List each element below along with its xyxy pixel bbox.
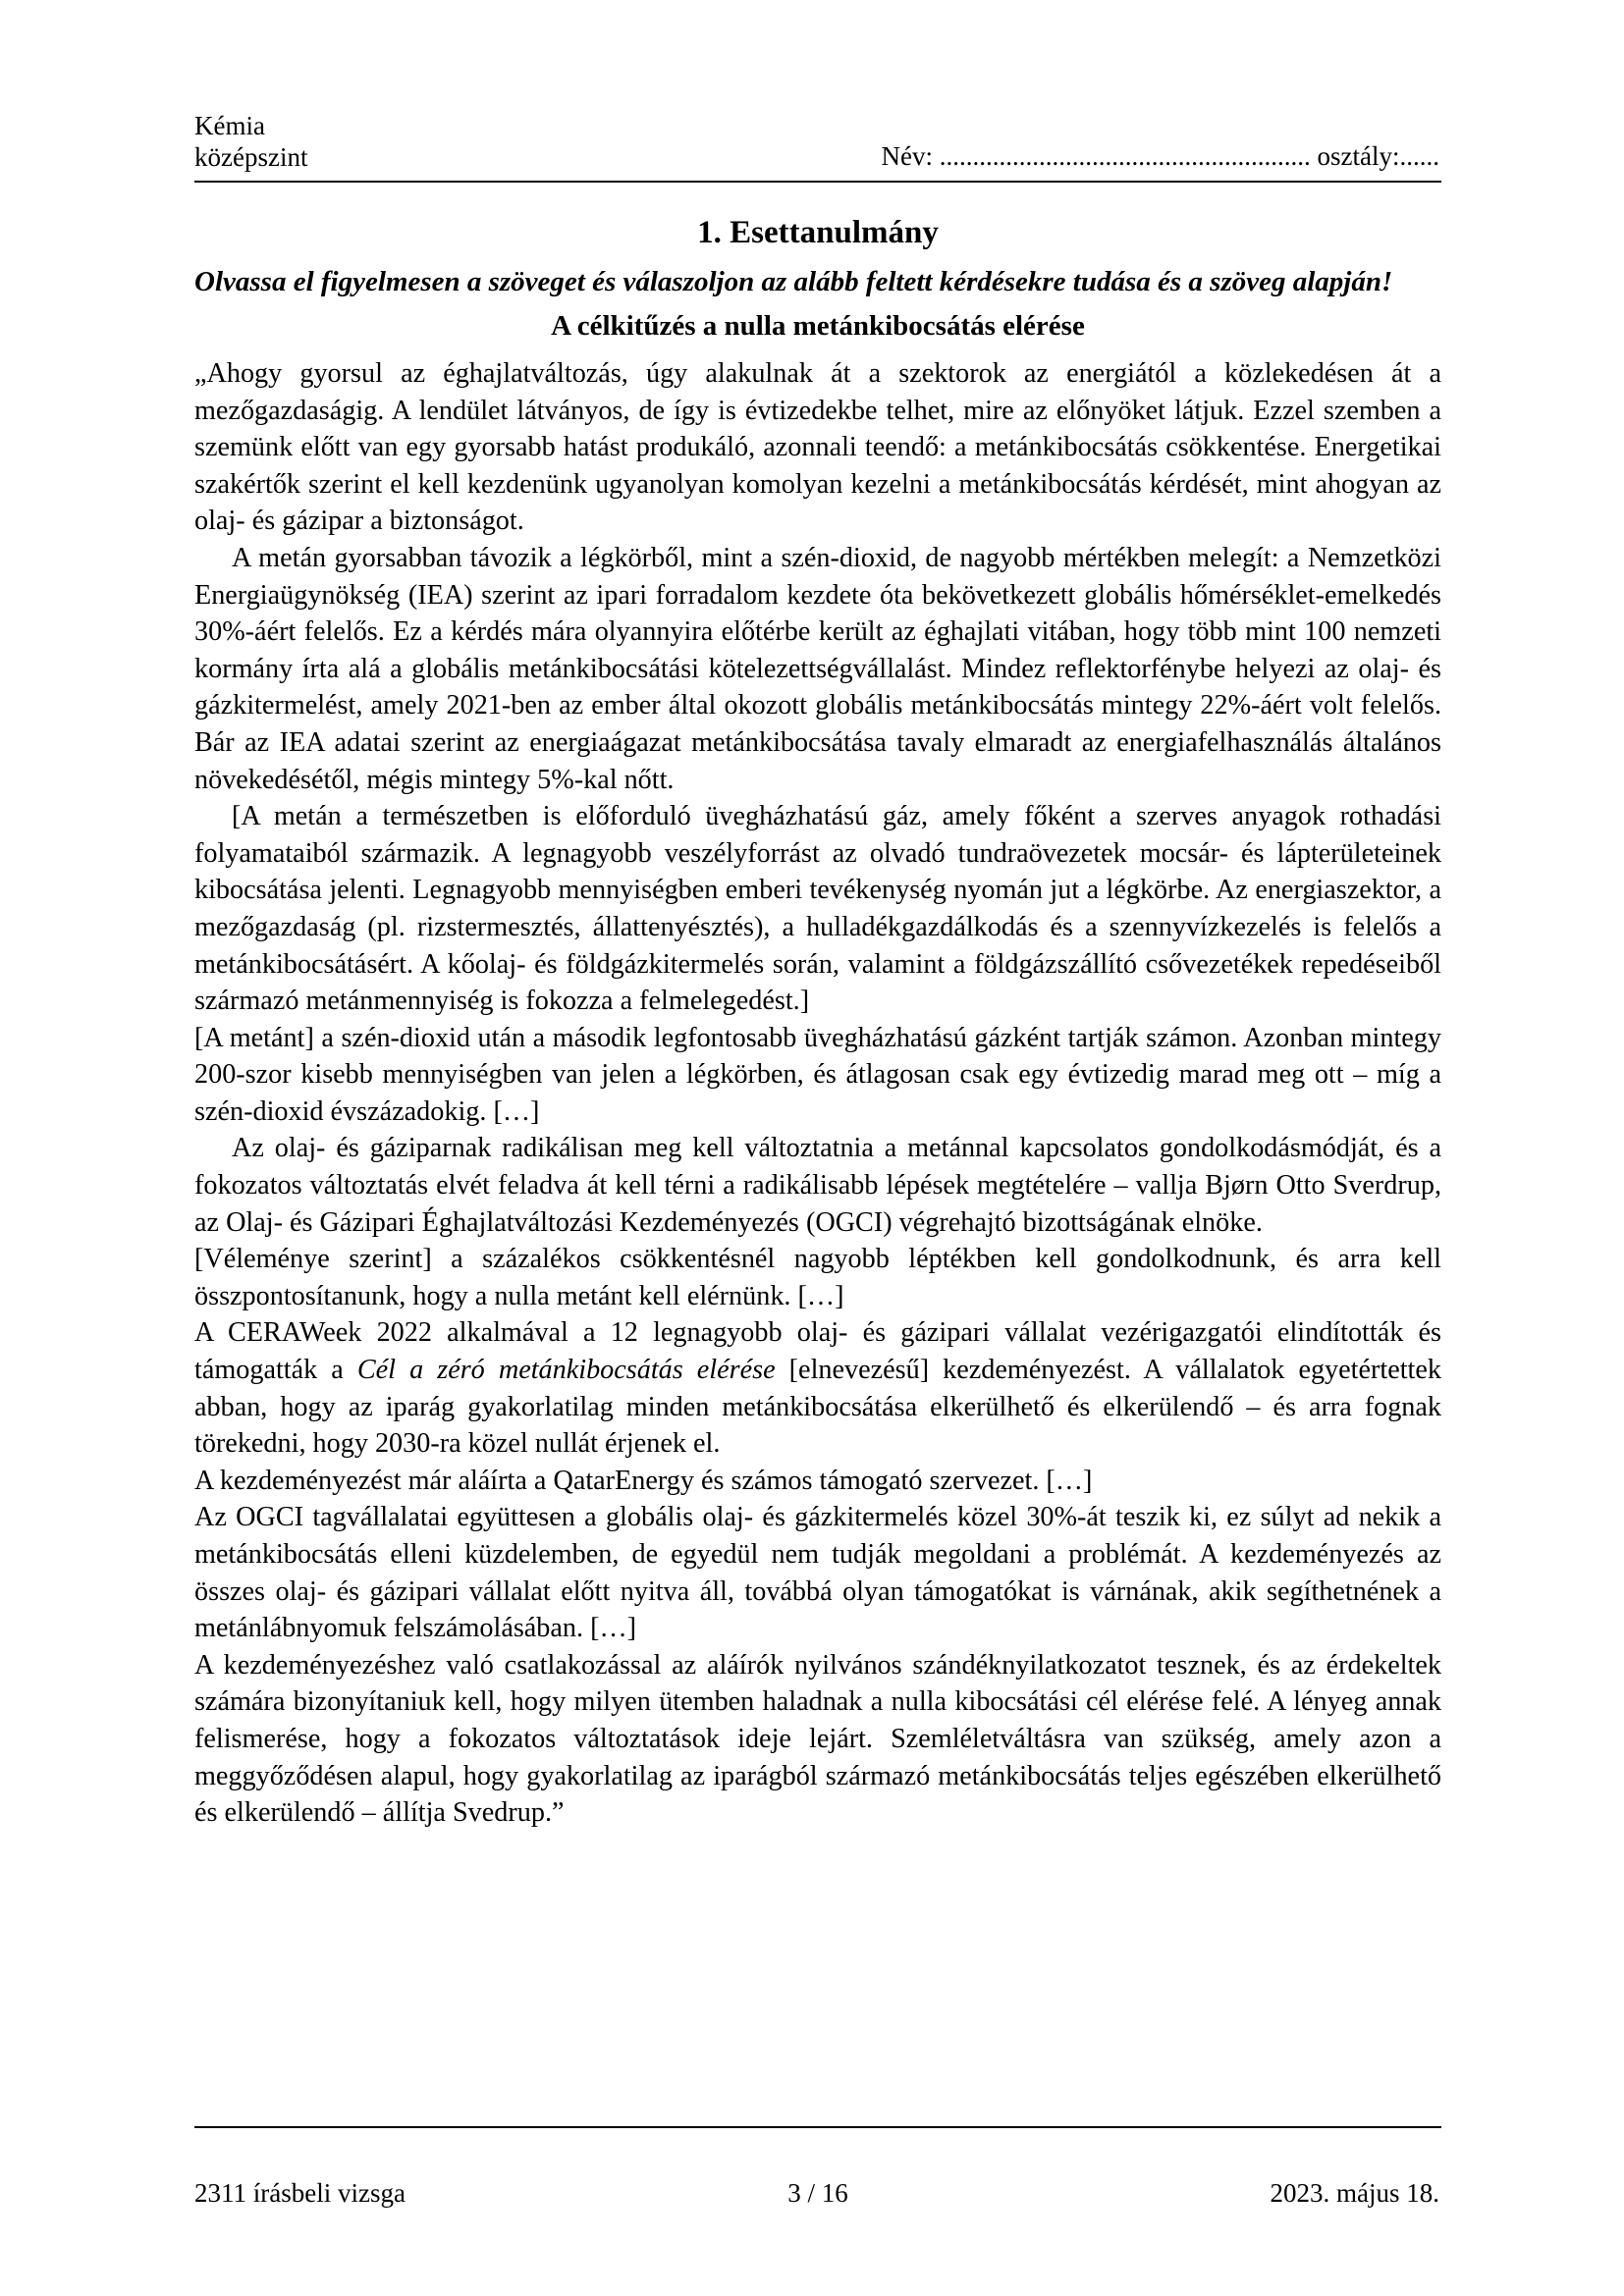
paragraph-methane-warming: A metán gyorsabban távozik a légkörből, mint a szén-dioxid, de nagyobb mértékben melegít: a Nemzetközi Energiaügynökség (IEA) szerint az ipari forradalom kezdete óta bekövetkezett globális hőmérséklet-emelkedés 30%-áért felelős. Ez a kérdés mára olyannyira előtérbe került az éghajlati vitában, hogy több mint 100 nemzeti kormány írta alá a globális metánkibocsátási kötelezettségvállalást. Mindez reflektorfénybe helyezi az olaj- és gázkitermelést, amely 2021-ben az ember által okozott globális metánkibocsátás mintegy 22%-áért volt felelős. Bár az IEA adatai szerint az energiaágazat metánkibocsátása tavaly elmaradt az energiafelhasználás általános növekedésétől, mégis mintegy 5%-kal nőtt. (194, 542, 1441, 795)
page-footer (194, 2177, 1441, 2213)
paragraph-sverdrup-view: Az olaj- és gáziparnak radikálisan meg kell változtatnia a metánnal kapcsolatos gondolkodásmódját, és a fokozatos változtatás elvét feladva át kell térni a radikálisabb lépések megtételére – vallja Bjørn Otto Sverdrup, az Olaj- és Gázipari Éghajlatváltozási Kezdeményezés (OGCI) végrehajtó bizottságának elnöke. (194, 1133, 1441, 1238)
paragraph-intro: „Ahogy gyorsul az éghajlatváltozás, úgy alakulnak át a szektorok az energiától a közlekedésen át a mezőgazdaságig. A lendület látványos, de így is évtizedekbe telhet, mire az előnyöket látjuk. Ezzel szemben a szemünk előtt van egy gyorsabb hatást produkáló, azonnali teendő: a metánkibocsátás csökkentése. Energetikai szakértők szerint el kell kezdenünk ugyanolyan komolyan kezelni a metánkibocsátás kérdését, mint ahogyan az olaj- és gázipar a biztonságot. (194, 358, 1441, 537)
subject-name: Kémia (194, 111, 265, 140)
header-divider (194, 181, 1441, 183)
paragraph-conclusion: A kezdeményezéshez való csatlakozással az aláírók nyilvános szándéknyilatkozatot tesznek, és az érdekeltek számára bizonyítaniuk kell, hogy milyen ütemben haladnak a nulla kibocsátási cél elérése felé. A lényeg annak felismerése, hogy a fokozatos változtatások ideje lejárt. Szemléletváltásra van szükség, amely azon a meggyőződésen alapul, hogy gyakorlatilag az iparágból származó metánkibocsátás teljes egészében elkerülhető és elkerülendő – állítja Svedrup.” (194, 1649, 1441, 1829)
instruction-text: Olvassa el figyelmesen a szöveget és válaszoljon az alább feltett kérdésekre tudása és a szöveg alapján! (194, 266, 1393, 297)
paragraph-qatarenergy: A kezdeményezést már aláírta a QatarEnergy és számos támogató szervezet. […] (194, 1465, 1093, 1496)
ceraweek-text-start: A CERAWeek 2022 alkalmával a 12 legnagyobb olaj- és gázipari vállalat vezérigazgatói elindították és támogatták a (194, 1317, 1441, 1386)
paragraph-ogci-members: Az OGCI tagvállalatai együttesen a globális olaj- és gázkitermelés közel 30%-át teszik ki, ez súlyt ad nekik a metánkibocsátás elleni küzdelemben, de egyedül nem tudják megoldani a problémát. A kezdeményezés az összes olaj- és gázipari vállalat előtt nyitva áll, továbbá olyan támogatókat is várnának, akik segíthetnének a metánlábnyomuk felszámolásában. […] (194, 1502, 1441, 1644)
page-number: 3 / 16 (787, 2178, 848, 2208)
subject-level: középszint (194, 142, 308, 172)
paragraph-ceraweek (194, 1314, 1441, 1462)
page-header (194, 110, 1441, 181)
section-title: 1. Esettanulmány (697, 215, 939, 250)
paragraph-methane-sources: [A metán a természetben is előforduló üvegházhatású gáz, amely főként a szerves anyagok rothadási folyamataiból származik. A legnagyobb veszélyforrást az olvadó tundraövezetek mocsár- és lápterületeinek kibocsátása jelenti. Legnagyobb mennyiségben emberi tevékenység nyomán jut a légkörbe. Az energiaszektor, a mezőgazdaság (pl. rizstermesztés, állattenyésztés), a hulladékgazdálkodás és a szennyvízkezelés is felelős a metánkibocsátásért. A kőolaj- és földgázkitermelés során, valamint a földgázszállító csővezetékek repedéseiből származó metánmennyiség is fokozza a felmelegedést.] (194, 801, 1441, 1017)
paragraph-zero-methane: [Véleménye szerint] a százalékos csökkentésnél nagyobb léptékben kell gondolkodnunk, és arra kell összpontosítanunk, hogy a nulla metánt kell elérnünk. […] (194, 1244, 1441, 1311)
main-content (194, 208, 1441, 1832)
initiative-name: Cél a zéró metánkibocsátás elérése (356, 1355, 776, 1386)
ceraweek-text-end: [elnevezésű] kezdeményezést. A vállalatok egyetértettek abban, hogy az iparág gyakorlatilag minden metánkibocsátása elkerülhető és elkerülendő – és arra fognak törekedni, hogy 2030-ra közel nullát érjenek el. (194, 1355, 1441, 1460)
paragraph-methane-importance: [A metánt] a szén-dioxid után a második legfontosabb üvegházhatású gázként tartják számon. Azonban mintegy 200-szor kisebb mennyiségben van jelen a légkörben, és átlagosan csak egy évtizedig marad meg ott – míg a szén-dioxid évszázadokig. […] (194, 1022, 1441, 1127)
subject-label (194, 110, 307, 173)
footer-divider (194, 2126, 1441, 2128)
exam-code: 2311 írásbeli vizsga (194, 2178, 406, 2208)
exam-date: 2023. május 18. (1270, 2178, 1439, 2208)
name-class-field: Név: ........................................................ osztály:...... (881, 141, 1439, 171)
article-title: A célkitűzés a nulla metánkibocsátás elérése (551, 310, 1085, 342)
